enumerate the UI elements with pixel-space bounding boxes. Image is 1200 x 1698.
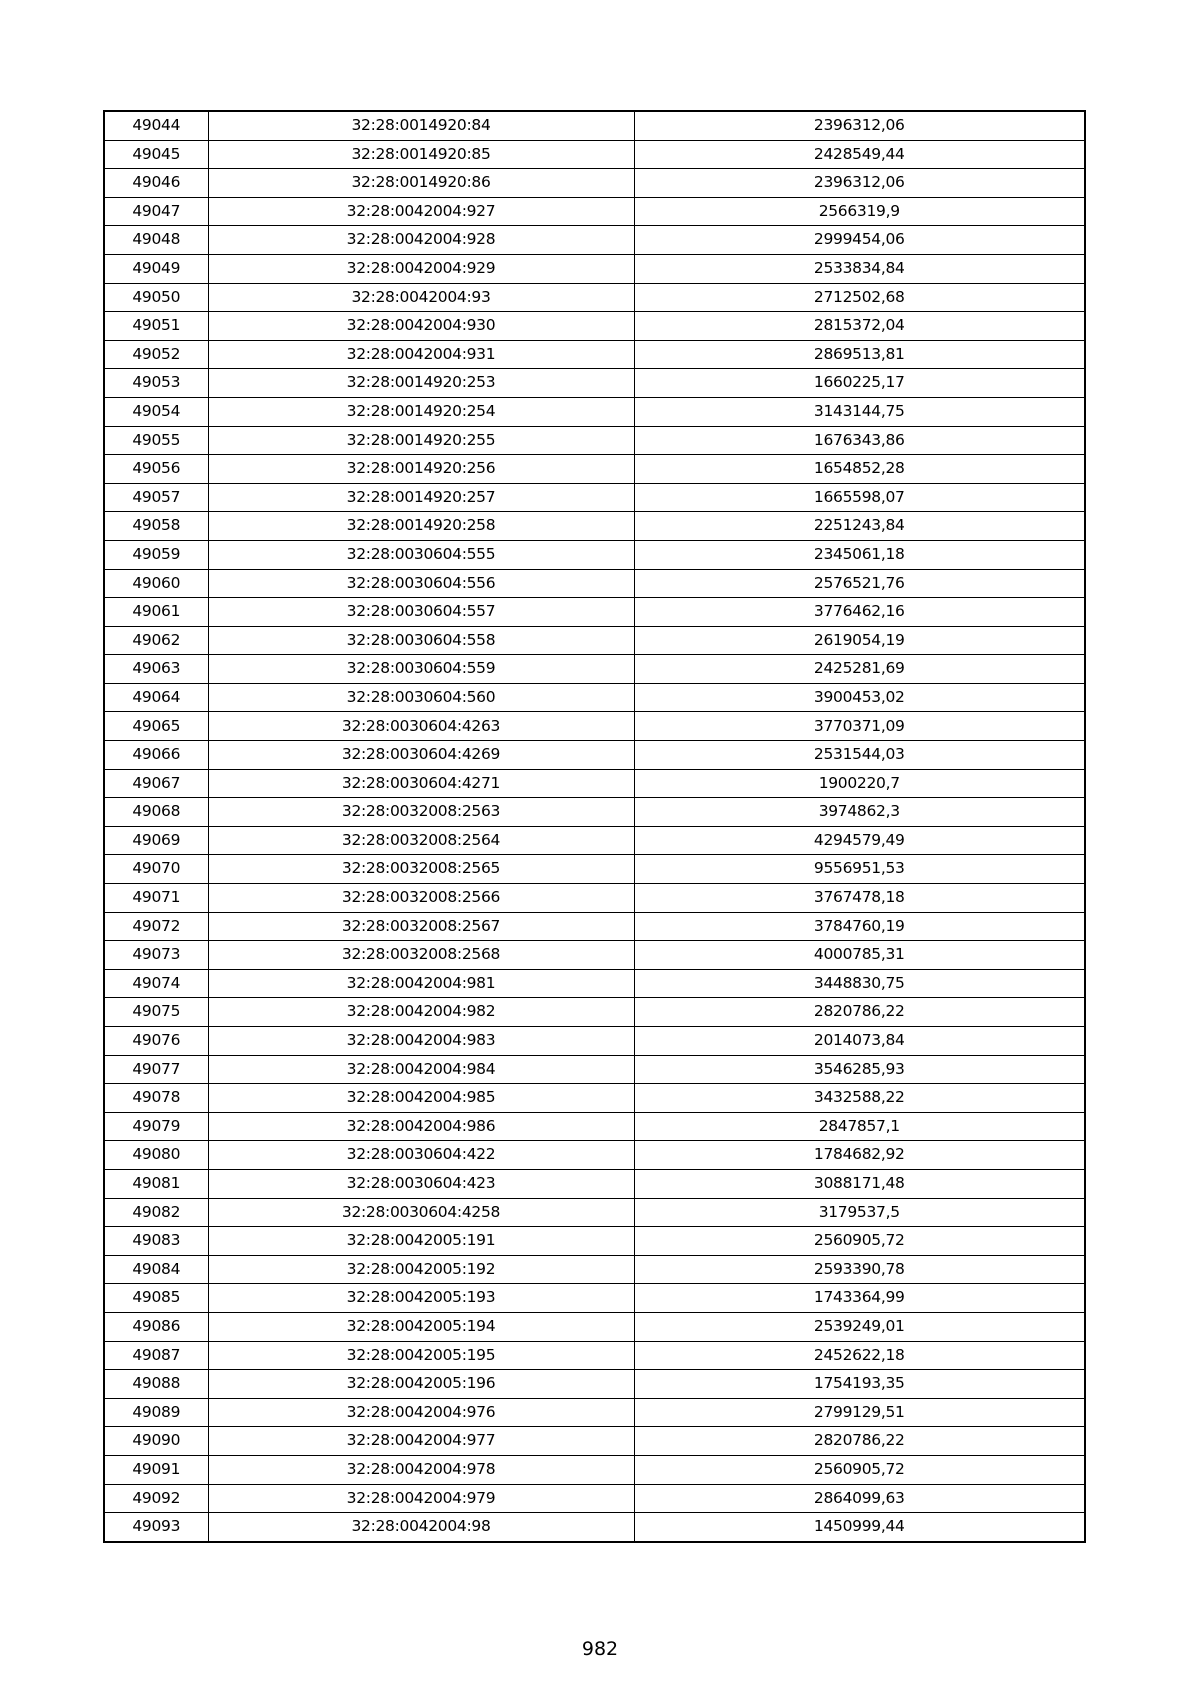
row-number-cell: 49075 (104, 998, 208, 1027)
table-row (104, 884, 1085, 913)
row-number-cell: 49084 (104, 1255, 208, 1284)
row-number-cell: 49089 (104, 1398, 208, 1427)
row-number-cell: 49066 (104, 741, 208, 770)
cadastral-number-cell: 32:28:0042005:196 (208, 1370, 634, 1399)
value-cell: 4000785,31 (634, 941, 1085, 970)
cadastral-number-cell: 32:28:0014920:253 (208, 369, 634, 398)
value-cell: 1660225,17 (634, 369, 1085, 398)
table-row (104, 1027, 1085, 1056)
row-number-cell: 49085 (104, 1284, 208, 1313)
row-number-cell: 49064 (104, 683, 208, 712)
cadastral-number-cell: 32:28:0042004:982 (208, 998, 634, 1027)
cadastral-number-cell: 32:28:0042005:194 (208, 1312, 634, 1341)
cadastral-number-cell: 32:28:0042004:979 (208, 1484, 634, 1513)
table-row (104, 1455, 1085, 1484)
table-row (104, 1169, 1085, 1198)
table-row (104, 1484, 1085, 1513)
row-number-cell: 49057 (104, 483, 208, 512)
value-cell: 1676343,86 (634, 426, 1085, 455)
cadastral-number-cell: 32:28:0032008:2566 (208, 884, 634, 913)
table-row (104, 426, 1085, 455)
row-number-cell: 49060 (104, 569, 208, 598)
value-cell: 2712502,68 (634, 283, 1085, 312)
value-cell: 2593390,78 (634, 1255, 1085, 1284)
value-cell: 2396312,06 (634, 111, 1085, 140)
value-cell: 3432588,22 (634, 1084, 1085, 1113)
table-row (104, 1227, 1085, 1256)
value-cell: 3974862,3 (634, 798, 1085, 827)
row-number-cell: 49073 (104, 941, 208, 970)
value-cell: 2539249,01 (634, 1312, 1085, 1341)
cadastral-number-cell: 32:28:0032008:2568 (208, 941, 634, 970)
value-cell: 3784760,19 (634, 912, 1085, 941)
cadastral-number-cell: 32:28:0030604:558 (208, 626, 634, 655)
row-number-cell: 49046 (104, 169, 208, 198)
value-cell: 2820786,22 (634, 1427, 1085, 1456)
value-cell: 3900453,02 (634, 683, 1085, 712)
table-row (104, 283, 1085, 312)
cadastral-number-cell: 32:28:0014920:84 (208, 111, 634, 140)
cadastral-number-cell: 32:28:0042004:93 (208, 283, 634, 312)
cadastral-number-cell: 32:28:0014920:254 (208, 397, 634, 426)
row-number-cell: 49072 (104, 912, 208, 941)
cadastral-number-cell: 32:28:0042005:193 (208, 1284, 634, 1313)
table-row (104, 397, 1085, 426)
cadastral-number-cell: 32:28:0042004:983 (208, 1027, 634, 1056)
table-row (104, 197, 1085, 226)
table-row (104, 1255, 1085, 1284)
table-row (104, 855, 1085, 884)
table-row (104, 169, 1085, 198)
cadastral-number-cell: 32:28:0042005:191 (208, 1227, 634, 1256)
data-table (103, 110, 1086, 1543)
table-row (104, 598, 1085, 627)
row-number-cell: 49055 (104, 426, 208, 455)
value-cell: 3448830,75 (634, 969, 1085, 998)
row-number-cell: 49054 (104, 397, 208, 426)
row-number-cell: 49076 (104, 1027, 208, 1056)
value-cell: 2345061,18 (634, 540, 1085, 569)
cadastral-number-cell: 32:28:0042004:929 (208, 254, 634, 283)
cadastral-number-cell: 32:28:0032008:2567 (208, 912, 634, 941)
value-cell: 1450999,44 (634, 1513, 1085, 1542)
table-row (104, 1284, 1085, 1313)
value-cell: 1654852,28 (634, 455, 1085, 484)
table-row (104, 512, 1085, 541)
table-row (104, 912, 1085, 941)
row-number-cell: 49081 (104, 1169, 208, 1198)
table-row (104, 626, 1085, 655)
row-number-cell: 49071 (104, 884, 208, 913)
row-number-cell: 49058 (104, 512, 208, 541)
value-cell: 2428549,44 (634, 140, 1085, 169)
row-number-cell: 49074 (104, 969, 208, 998)
cadastral-number-cell: 32:28:0014920:85 (208, 140, 634, 169)
table-body (104, 111, 1085, 1542)
cadastral-number-cell: 32:28:0030604:423 (208, 1169, 634, 1198)
cadastral-number-cell: 32:28:0042004:98 (208, 1513, 634, 1542)
value-cell: 1665598,07 (634, 483, 1085, 512)
cadastral-number-cell: 32:28:0042004:930 (208, 312, 634, 341)
table-row (104, 1112, 1085, 1141)
row-number-cell: 49044 (104, 111, 208, 140)
value-cell: 3179537,5 (634, 1198, 1085, 1227)
value-cell: 2869513,81 (634, 340, 1085, 369)
value-cell: 2560905,72 (634, 1455, 1085, 1484)
row-number-cell: 49078 (104, 1084, 208, 1113)
table-row (104, 1513, 1085, 1542)
cadastral-number-cell: 32:28:0030604:560 (208, 683, 634, 712)
table-row (104, 312, 1085, 341)
table-row (104, 1370, 1085, 1399)
cadastral-number-cell: 32:28:0042004:984 (208, 1055, 634, 1084)
row-number-cell: 49068 (104, 798, 208, 827)
value-cell: 1784682,92 (634, 1141, 1085, 1170)
table-row (104, 369, 1085, 398)
row-number-cell: 49065 (104, 712, 208, 741)
cadastral-number-cell: 32:28:0042004:931 (208, 340, 634, 369)
table-row (104, 969, 1085, 998)
value-cell: 9556951,53 (634, 855, 1085, 884)
row-number-cell: 49067 (104, 769, 208, 798)
table-row (104, 1427, 1085, 1456)
cadastral-number-cell: 32:28:0032008:2563 (208, 798, 634, 827)
value-cell: 4294579,49 (634, 826, 1085, 855)
value-cell: 2396312,06 (634, 169, 1085, 198)
row-number-cell: 49082 (104, 1198, 208, 1227)
value-cell: 2014073,84 (634, 1027, 1085, 1056)
value-cell: 2847857,1 (634, 1112, 1085, 1141)
cadastral-number-cell: 32:28:0042004:985 (208, 1084, 634, 1113)
table-row (104, 712, 1085, 741)
cadastral-number-cell: 32:28:0030604:555 (208, 540, 634, 569)
page-number: 982 (581, 1638, 619, 1660)
value-cell: 3776462,16 (634, 598, 1085, 627)
cadastral-number-cell: 32:28:0042004:986 (208, 1112, 634, 1141)
table-row (104, 111, 1085, 140)
row-number-cell: 49059 (104, 540, 208, 569)
value-cell: 2820786,22 (634, 998, 1085, 1027)
value-cell: 3143144,75 (634, 397, 1085, 426)
row-number-cell: 49087 (104, 1341, 208, 1370)
row-number-cell: 49091 (104, 1455, 208, 1484)
row-number-cell: 49086 (104, 1312, 208, 1341)
table-row (104, 540, 1085, 569)
value-cell: 2251243,84 (634, 512, 1085, 541)
row-number-cell: 49063 (104, 655, 208, 684)
table-row (104, 226, 1085, 255)
cadastral-number-cell: 32:28:0042004:977 (208, 1427, 634, 1456)
cadastral-number-cell: 32:28:0030604:556 (208, 569, 634, 598)
cadastral-number-cell: 32:28:0030604:4269 (208, 741, 634, 770)
row-number-cell: 49051 (104, 312, 208, 341)
value-cell: 3088171,48 (634, 1169, 1085, 1198)
value-cell: 2576521,76 (634, 569, 1085, 598)
value-cell: 2452622,18 (634, 1341, 1085, 1370)
cadastral-number-cell: 32:28:0042004:927 (208, 197, 634, 226)
table-row (104, 483, 1085, 512)
table-row (104, 655, 1085, 684)
row-number-cell: 49092 (104, 1484, 208, 1513)
table-row (104, 1341, 1085, 1370)
table-row (104, 998, 1085, 1027)
value-cell: 2864099,63 (634, 1484, 1085, 1513)
table-row (104, 340, 1085, 369)
row-number-cell: 49080 (104, 1141, 208, 1170)
cadastral-number-cell: 32:28:0042004:978 (208, 1455, 634, 1484)
table-row (104, 1312, 1085, 1341)
row-number-cell: 49045 (104, 140, 208, 169)
cadastral-number-cell: 32:28:0030604:422 (208, 1141, 634, 1170)
row-number-cell: 49069 (104, 826, 208, 855)
value-cell: 2566319,9 (634, 197, 1085, 226)
value-cell: 2425281,69 (634, 655, 1085, 684)
value-cell: 2531544,03 (634, 741, 1085, 770)
table-row (104, 569, 1085, 598)
table-row (104, 1055, 1085, 1084)
row-number-cell: 49088 (104, 1370, 208, 1399)
table-row (104, 1198, 1085, 1227)
row-number-cell: 49079 (104, 1112, 208, 1141)
cadastral-number-cell: 32:28:0030604:4263 (208, 712, 634, 741)
value-cell: 3546285,93 (634, 1055, 1085, 1084)
value-cell: 2815372,04 (634, 312, 1085, 341)
value-cell: 2799129,51 (634, 1398, 1085, 1427)
row-number-cell: 49062 (104, 626, 208, 655)
row-number-cell: 49090 (104, 1427, 208, 1456)
row-number-cell: 49056 (104, 455, 208, 484)
value-cell: 3770371,09 (634, 712, 1085, 741)
table-row (104, 826, 1085, 855)
row-number-cell: 49093 (104, 1513, 208, 1542)
row-number-cell: 49070 (104, 855, 208, 884)
row-number-cell: 49083 (104, 1227, 208, 1256)
cadastral-number-cell: 32:28:0042005:195 (208, 1341, 634, 1370)
table-row (104, 455, 1085, 484)
cadastral-number-cell: 32:28:0042005:192 (208, 1255, 634, 1284)
row-number-cell: 49061 (104, 598, 208, 627)
table-row (104, 1398, 1085, 1427)
row-number-cell: 49049 (104, 254, 208, 283)
value-cell: 3767478,18 (634, 884, 1085, 913)
row-number-cell: 49053 (104, 369, 208, 398)
value-cell: 1900220,7 (634, 769, 1085, 798)
cadastral-number-cell: 32:28:0014920:258 (208, 512, 634, 541)
row-number-cell: 49047 (104, 197, 208, 226)
cadastral-number-cell: 32:28:0030604:4258 (208, 1198, 634, 1227)
row-number-cell: 49077 (104, 1055, 208, 1084)
table-row (104, 140, 1085, 169)
table-row (104, 254, 1085, 283)
table-row (104, 941, 1085, 970)
row-number-cell: 49050 (104, 283, 208, 312)
table-row (104, 798, 1085, 827)
value-cell: 1754193,35 (634, 1370, 1085, 1399)
cadastral-number-cell: 32:28:0042004:981 (208, 969, 634, 998)
cadastral-number-cell: 32:28:0014920:86 (208, 169, 634, 198)
cadastral-number-cell: 32:28:0030604:557 (208, 598, 634, 627)
cadastral-number-cell: 32:28:0030604:4271 (208, 769, 634, 798)
cadastral-number-cell: 32:28:0014920:256 (208, 455, 634, 484)
cadastral-number-cell: 32:28:0032008:2565 (208, 855, 634, 884)
row-number-cell: 49048 (104, 226, 208, 255)
table-row (104, 1141, 1085, 1170)
table-row (104, 1084, 1085, 1113)
value-cell: 2999454,06 (634, 226, 1085, 255)
cadastral-number-cell: 32:28:0030604:559 (208, 655, 634, 684)
value-cell: 2533834,84 (634, 254, 1085, 283)
cadastral-number-cell: 32:28:0014920:255 (208, 426, 634, 455)
table-row (104, 741, 1085, 770)
cadastral-number-cell: 32:28:0042004:976 (208, 1398, 634, 1427)
value-cell: 2619054,19 (634, 626, 1085, 655)
table-row (104, 769, 1085, 798)
cadastral-number-cell: 32:28:0042004:928 (208, 226, 634, 255)
cadastral-number-cell: 32:28:0014920:257 (208, 483, 634, 512)
value-cell: 1743364,99 (634, 1284, 1085, 1313)
row-number-cell: 49052 (104, 340, 208, 369)
cadastral-number-cell: 32:28:0032008:2564 (208, 826, 634, 855)
table-row (104, 683, 1085, 712)
value-cell: 2560905,72 (634, 1227, 1085, 1256)
